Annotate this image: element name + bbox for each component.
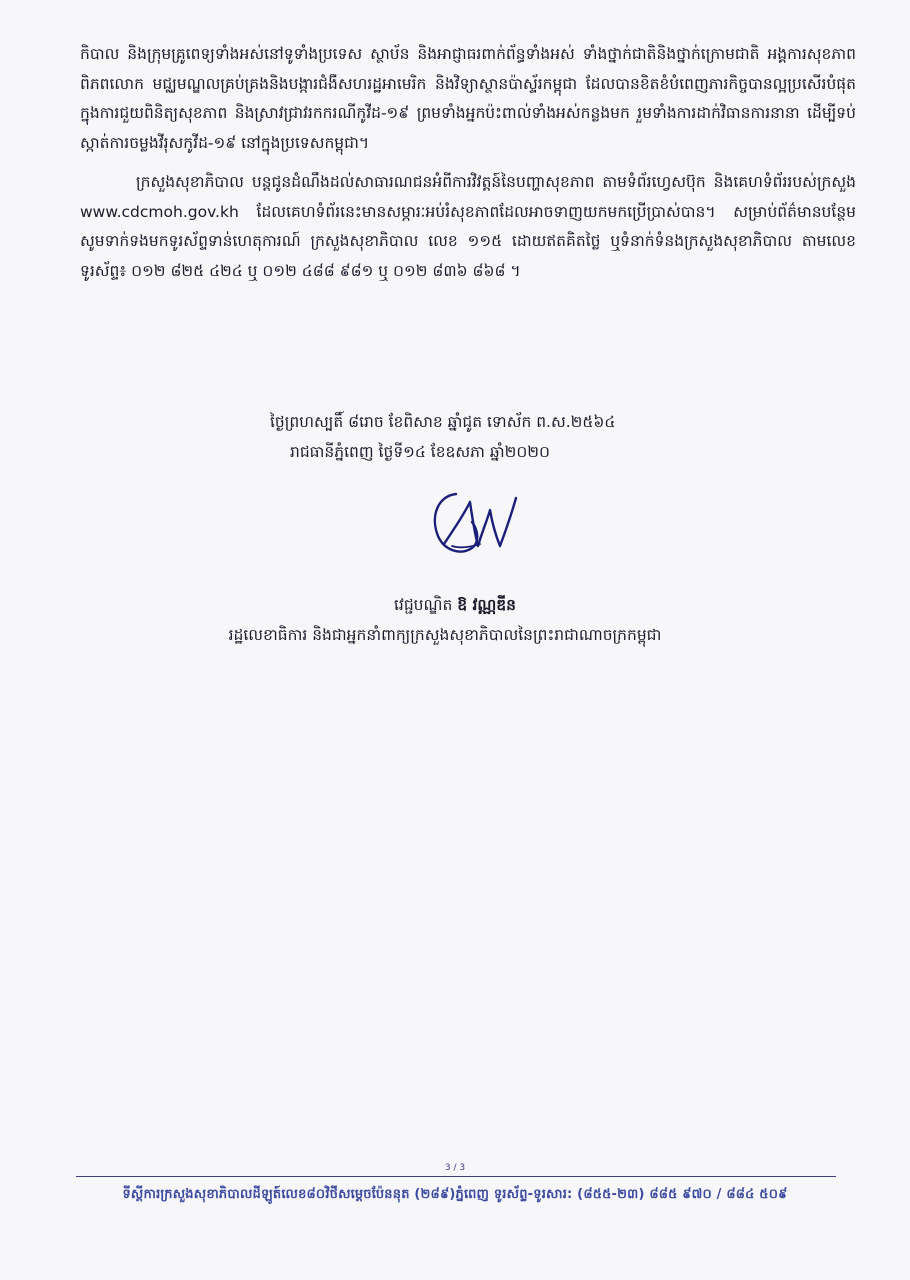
- signer-prefix: វេជ្ជបណ្ឌិត: [394, 596, 453, 614]
- body-paragraph-1: កិបាល និងក្រុមគ្រូពេទ្យទាំងអស់នៅទូទាំងប្រទេស ស្ថាប័ន និងអាជ្ញាធរពាក់ព័ន្ធទាំងអស់ ទាំងថ្នាក់ជាតិនិងថ្នាក់ក្រោមជាតិ អង្គការសុខភាពពិភពលោក មជ្ឈមណ្ឌលគ្រប់គ្រងនិងបង្ការជំងឺសហរដ្ឋអាមេរិក និងវិទ្យាស្ថានប៉ាស្ទ័រកម្ពុជា ដែលបានខិតខំបំពេញភារកិច្ចបានល្អប្រសើរបំផុត ក្នុងការជួយពិនិត្យសុខភាព និងស្រាវជ្រាវរកករណីកូវីដ-១៩ ព្រមទាំងអ្នកប៉ះពាល់ទាំងអស់កន្លងមក រួមទាំងការដាក់វិធានការនានា ដើម្បីទប់ស្កាត់ការចម្លងវីរុសកូវីដ-១៩ នៅក្នុងប្រទេសកម្ពុជា។: [80, 45, 856, 152]
- page-number: 3 / 3: [444, 1163, 466, 1173]
- footer-divider: [76, 1176, 836, 1177]
- body-paragraph-2: ក្រសួងសុខាភិបាល បន្តជូនដំណឹងដល់សាធារណជនអំពីការវិវត្តន៍នៃបញ្ហាសុខភាព តាមទំព័រហ្វេសប៊ុក និងគេហទំព័ររបស់ក្រសួង www.cdcmoh.gov.kh ដែលគេហទំព័រនេះមានសម្ភារៈអប់រំសុខភាពដែលអាចទាញយកមកប្រើប្រាស់បាន។ សម្រាប់ព័ត៌មានបន្ថែម សូមទាក់ទងមកទូរស័ព្ទទាន់ហេតុការណ៍ ក្រសួងសុខាភិបាល លេខ ១១៥ ដោយឥតគិតថ្លៃ ឬទំនាក់ទំនងក្រសួងសុខាភិបាល តាមលេខទូរស័ព្ទ៖ ០១២ ៨២៥ ៤២៤ ឬ ០១២ ៤៨៨ ៩៨១ ឬ ០១២ ៨៣៦ ៨៦៨ ។: [80, 173, 856, 280]
- signer-block: [0, 590, 910, 650]
- document-body: [80, 40, 856, 296]
- date-block: [270, 407, 790, 467]
- signature-image: [426, 486, 526, 566]
- footer-address: ទីស្តីការក្រសួងសុខាភិបាលដីឡូត៍លេខ៨០វិថីសម្តេចប៉ែននុត (២៨៩)ភ្នំពេញ ទូរស័ព្ទ-ទូរសារ: (៨៥៥-២៣) ៨៨៥ ៩៧០ / ៨៨៤ ៥០៩: [122, 1187, 788, 1202]
- signer-name: ឱ វណ្ណឌីន: [457, 596, 516, 614]
- signer-title: រដ្ឋលេខាធិការ និងជាអ្នកនាំពាក្យក្រសួងសុខាភិបាលនៃព្រះរាជាណាចក្រកម្ពុជា: [228, 626, 662, 644]
- signer-name-line: [0, 590, 910, 620]
- solar-date: រាជធានីភ្នំពេញ ថ្ងៃទី១៤ ខែឧសភា ឆ្នាំ២០២០: [290, 443, 550, 461]
- lunar-date: ថ្ងៃព្រហស្បតិ៍ ៨រោច ខែពិសាខ ឆ្នាំជូត ទោស័ក ព.ស.២៥៦៤: [270, 413, 616, 431]
